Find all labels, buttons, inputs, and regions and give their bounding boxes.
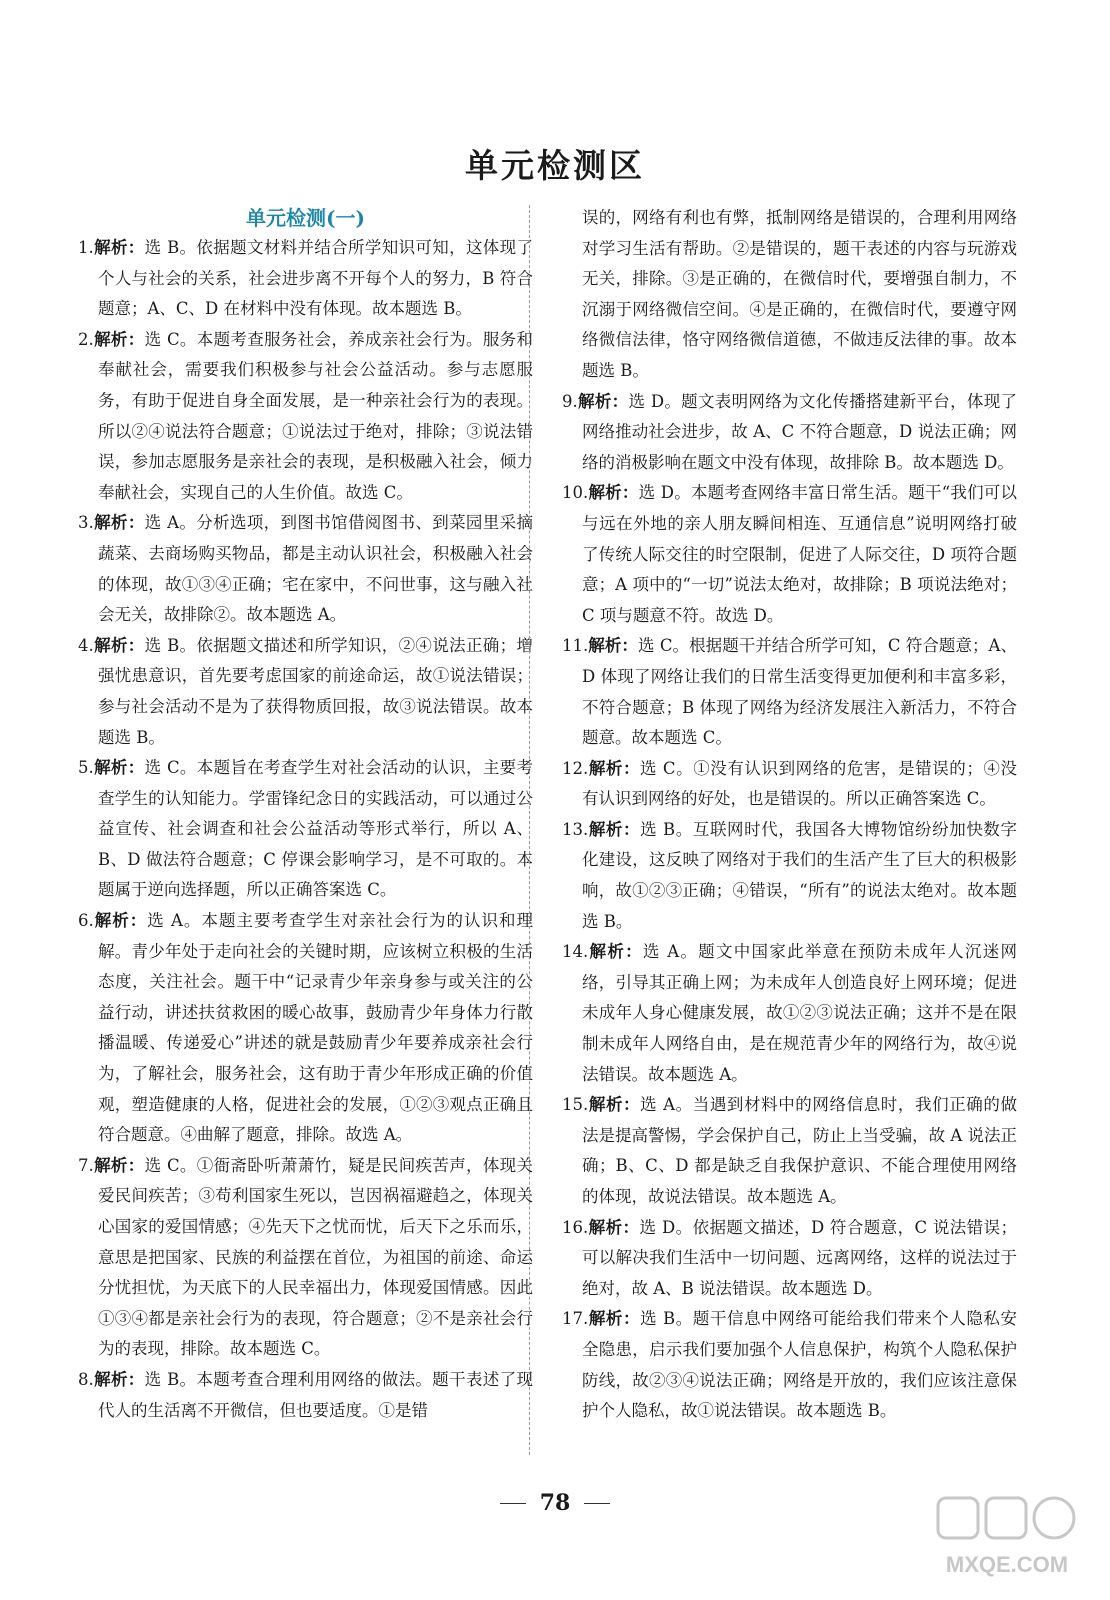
- answer-label: 解析：: [93, 513, 145, 533]
- answer-text: 选 B。依据题文描述和所学知识，②④说法正确；增强忧患意识，首先要考虑国家的前途命运，故①说法错误；参与社会活动不是为了获得物质回报，故③说法错误。故本题选 B。: [98, 635, 533, 747]
- answer-text: 选 A。本题主要考查学生对亲社会行为的认识和理解。青少年处于走向社会的关键时期，应该树立积极的生活态度，关注社会。题干中“记录青少年亲身参与或关注的公益行动，讲述扶贫救困的暖心故事，鼓励青少年身体力行散播温暖、传递爱心”讲述的就是鼓励青少年要养成亲社会行为，了解社会，服务社会，这有助于青少年形成正确的价值观，塑造健康的人格，促进社会的发展，①②③观点正确且符合题意。④曲解了题意，排除。故选 A。: [98, 911, 533, 1145]
- answer-number: 12.: [562, 758, 589, 778]
- answer-item-15: [562, 1090, 1017, 1212]
- watermark-logo: [932, 1492, 1082, 1582]
- answer-text: 选 A。分析选项，到图书馆借阅图书、到菜园里采摘蔬菜、去商场购买物品，都是主动认识社会，积极融入社会的体现，故①③④正确；宅在家中，不问世事，这与融入社会无关，故排除②。故本题选 A。: [98, 513, 533, 625]
- answer-number: 7.: [78, 1155, 94, 1175]
- answer-text: 选 B。互联网时代，我国各大博物馆纷纷加快数字化建设，这反映了网络对于我们的生活产生了巨大的积极影响，故①②③正确；④错误，“所有”的说法太绝对。故本题选 B。: [582, 819, 1018, 931]
- answer-label: 解析：: [93, 1155, 145, 1175]
- answer-item-10: [562, 478, 1017, 631]
- answer-text: 选 D。题文表明网络为文化传播搭建新平台，体现了网络推动社会进步，故 A、C 不符合题意，D 说法正确；网络的消极影响在题文中没有体现，故排除 B。故本题选 D。: [582, 391, 1017, 472]
- section-title: 单元检测(一): [246, 206, 365, 230]
- answer-item-14: [562, 937, 1017, 1090]
- answer-number: 9.: [562, 391, 578, 411]
- answer-text: 选 C。①衙斋卧听萧萧竹，疑是民间疾苦声，体现关爱民间疾苦；③苟利国家生死以，岂因祸福避趋之，体现关心国家的爱国情感；④先天下之忧而忧，后天下之乐而乐，意思是把国家、民族的利益摆在首位，为祖国的前途、命运分忧担忧，为天底下的人民幸福出力，体现爱国情感。因此①③④都是亲社会行为的表现，符合题意；②不是亲社会行为的表现，排除。故本题选 C。: [98, 1155, 534, 1359]
- footer-dash-right: [584, 1503, 610, 1504]
- answer-number: 11.: [562, 636, 589, 656]
- answer-label: 解析：: [93, 329, 145, 349]
- column-divider: [529, 205, 530, 1455]
- left-column: [78, 203, 533, 1426]
- answer-item-17: [562, 1304, 1017, 1426]
- answer-number: 2.: [78, 329, 94, 349]
- answer-text: 选 A。当遇到材料中的网络信息时，我们正确的做法是提高警惕，学会保护自己，防止上当受骗，故 A 说法正确；B、C、D 都是缺乏自我保护意识、不能合理使用网络的体现，故说法错误。故本题选 A。: [582, 1095, 1017, 1206]
- answer-item-1: [78, 233, 533, 325]
- answer-text: 选 C。本题旨在考查学生对社会活动的认识，主要考查学生的认知能力。学雷锋纪念日的实践活动，可以通过公益宣传、社会调查和社会公益活动等形式举行，所以 A、B、D 做法符合题意；C 停课会影响学习，是不可取的。本题属于逆向选择题，所以正确答案选 C。: [98, 758, 534, 900]
- answer-text: 选 A。题文中国家此举意在预防未成年人沉迷网络，引导其正确上网；为未成年人创造良好上网环境；促进未成年人身心健康发展，故①②③说法正确；这并不是在限制未成年人网络自由，是在规范青少年的网络行为，故④说法错误。故本题选 A。: [582, 942, 1017, 1084]
- answer-item-8-continued: [562, 203, 1017, 387]
- answer-number: 13.: [562, 819, 589, 839]
- footer-dash-left: [500, 1503, 526, 1504]
- answer-label: 解析：: [93, 238, 145, 257]
- answer-text: 选 B。依据题文材料并结合所学知识可知，这体现了个人与社会的关系，社会进步离不开每个人的努力，B 符合题意；A、C、D 在材料中没有体现。故本题选 B。: [98, 238, 533, 319]
- answer-item-9: [562, 387, 1017, 479]
- answer-number: 10.: [562, 483, 589, 503]
- answer-item-3: [78, 508, 533, 630]
- answer-label: 解析：: [588, 942, 643, 962]
- answer-item-5: [78, 753, 533, 906]
- answer-item-4: [78, 631, 533, 753]
- answer-text: 选 B。题干信息中网络可能给我们带来个人隐私安全隐患，启示我们要加强个人信息保护，构筑个人隐私保护防线，故②③④说法正确；网络是开放的，我们应该注意保护个人隐私，故①说法错误。故本题选 B。: [582, 1309, 1018, 1421]
- answer-item-6: [78, 906, 533, 1151]
- answer-text: 选 D。依据题文描述，D 符合题意，C 说法错误；可以解决我们生活中一切问题、远离网络，这样的说法过于绝对，故 A、B 说法错误。故本题选 D。: [582, 1217, 1017, 1298]
- answer-label: 解析：: [93, 1369, 145, 1389]
- answer-number: 15.: [562, 1095, 589, 1115]
- answer-number: 1.: [78, 238, 94, 257]
- answer-text: 误的，网络有利也有弊，抵制网络是错误的，合理利用网络对学习生活有帮助。②是错误的，题干表述的内容与玩游戏无关，排除。③是正确的，在微信时代，要增强自制力，不沉溺于网络微信空间。④是正确的，在微信时代，要遵守网络微信法律，恪守网络微信道德，不做违反法律的事。故本题选 B。: [582, 208, 1017, 380]
- answer-number: 16.: [562, 1217, 589, 1237]
- answer-text: 选 C。根据题干并结合所学可知，C 符合题意；A、D 体现了网络让我们的日常生活变得更加便利和丰富多彩，不符合题意；B 体现了网络为经济发展注入新活力，不符合题意。故本题选 C。: [582, 636, 1018, 748]
- page-title: 单元检测区: [465, 146, 645, 185]
- answer-number: 8.: [78, 1369, 94, 1389]
- answer-label: 解析：: [93, 911, 148, 931]
- answer-item-12: [562, 754, 1017, 815]
- answer-item-8: [78, 1365, 533, 1426]
- svg-text:MXQE.COM: MXQE.COM: [945, 1552, 1069, 1577]
- answer-label: 解析：: [588, 1309, 641, 1329]
- answer-label: 解析：: [93, 635, 145, 655]
- answer-number: 6.: [78, 911, 94, 931]
- page-number: 78: [539, 1490, 571, 1516]
- answer-number: 3.: [78, 513, 94, 533]
- answer-number: 5.: [78, 758, 94, 778]
- answer-number: 17.: [562, 1309, 589, 1329]
- answer-item-11: [562, 631, 1017, 753]
- answer-label: 解析：: [588, 636, 638, 656]
- answer-item-2: [78, 325, 533, 509]
- answer-text: 选 D。本题考查网络丰富日常生活。题干“我们可以与远在外地的亲人朋友瞬间相连、互通信息”说明网络打破了传统人际交往的时空限制，促进了人际交往，D 项符合题意；A 项中的“一切”说法太绝对，故排除；B 项说法绝对；C 项与题意不符。故选 D。: [582, 483, 1017, 625]
- answer-text: 选 B。本题考查合理利用网络的做法。题干表述了现代人的生活离不开微信，但也要适度。①是错: [98, 1369, 533, 1420]
- answer-label: 解析：: [588, 1217, 640, 1237]
- answer-label: 解析：: [588, 1095, 641, 1115]
- answer-item-16: [562, 1213, 1017, 1305]
- answer-label: 解析：: [588, 758, 641, 778]
- right-column: [562, 203, 1017, 1427]
- answer-label: 解析：: [93, 758, 145, 778]
- answer-text: 选 C。①没有认识到网络的危害，是错误的；④没有认识到网络的好处，也是错误的。所以正确答案选 C。: [582, 758, 1018, 809]
- answer-text: 选 C。本题考查服务社会，养成亲社会行为。服务和奉献社会，需要我们积极参与社会公益活动。参与志愿服务，有助于促进自身全面发展，是一种亲社会行为的表现。所以②④说法符合题意；①说法过于绝对，排除；③说法错误，参加志愿服务是亲社会的表现，是积极融入社会，倾力奉献社会，实现自己的人生价值。故选 C。: [98, 329, 534, 502]
- answer-label: 解析：: [577, 391, 629, 411]
- answer-item-7: [78, 1151, 533, 1365]
- answer-label: 解析：: [588, 819, 641, 839]
- answer-label: 解析：: [588, 483, 639, 503]
- answer-number: 4.: [78, 635, 94, 655]
- answer-item-13: [562, 815, 1017, 937]
- answer-number: 14.: [562, 942, 589, 962]
